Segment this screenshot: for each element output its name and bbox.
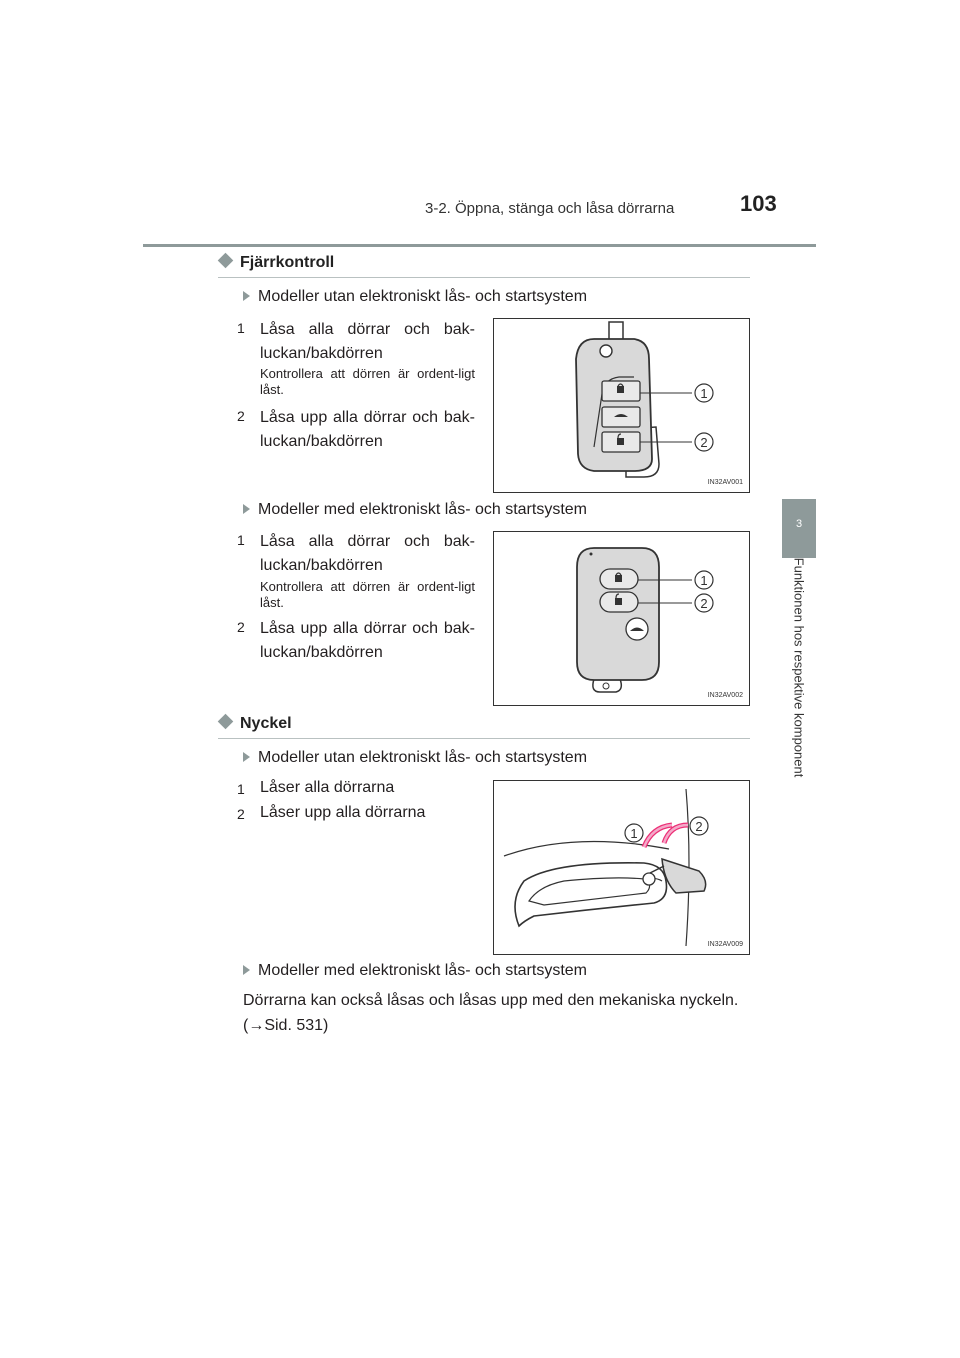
page-reference: (→Sid. 531) (243, 1017, 329, 1034)
item-text: Låsa alla dörrar och bak-luckan/bakdörren (260, 533, 475, 574)
callout-2: 2 (695, 819, 703, 834)
figure-remote-key-folding (493, 318, 750, 493)
header-rule (143, 244, 816, 247)
section-rule (218, 738, 750, 739)
section-title-key: Nyckel (220, 715, 292, 733)
page-number: 103 (740, 191, 777, 216)
subheading: Modeller utan elektroniskt lås- och startsystem (243, 288, 587, 306)
subheading: Modeller med elektroniskt lås- och startsystem (243, 962, 587, 980)
diamond-icon (218, 714, 234, 730)
item-number: 2 (237, 806, 245, 822)
callout-1: 1 (700, 386, 708, 401)
figure-code: IN32AV009 (707, 941, 743, 948)
remote-key-illustration (494, 319, 749, 492)
item-text: Låsa upp alla dörrar och bak-luckan/bakdörren (260, 409, 475, 450)
triangle-bullet-icon (243, 291, 250, 301)
item-note: Kontrollera att dörren är ordent-ligt låst. (260, 579, 475, 610)
callout-2: 2 (700, 596, 708, 611)
triangle-bullet-icon (243, 504, 250, 514)
item-note: Kontrollera att dörren är ordent-ligt låst. (260, 366, 475, 397)
callout-1: 1 (630, 826, 638, 841)
section-title-remote: Fjärrkontroll (220, 254, 334, 272)
door-key-illustration (494, 781, 749, 954)
item-text: Låsa alla dörrar och bak-luckan/bakdörren (260, 321, 475, 362)
triangle-bullet-icon (243, 965, 250, 975)
figure-code: IN32AV002 (707, 692, 743, 699)
callout-2: 2 (700, 435, 708, 450)
chapter-title: Funktionen hos respektive komponent (791, 557, 807, 778)
chapter-number: 3 (795, 518, 803, 530)
running-header: 3-2. Öppna, stänga och låsa dörrarna (425, 200, 675, 217)
subheading: Modeller utan elektroniskt lås- och startsystem (243, 749, 587, 767)
section-rule (218, 277, 750, 278)
subheading: Modeller med elektroniskt lås- och startsystem (243, 501, 587, 519)
body-text: Dörrarna kan också låsas och låsas upp med den mekaniska nyckeln. (243, 992, 739, 1009)
page-reference-link[interactable]: Sid. 531 (264, 1017, 324, 1034)
smart-key-illustration (494, 532, 749, 705)
item-text: Låser alla dörrarna (260, 779, 395, 796)
item-number: 2 (237, 619, 245, 635)
item-number: 1 (237, 781, 245, 797)
item-number: 1 (237, 320, 245, 336)
figure-smart-key (493, 531, 750, 706)
diamond-icon (218, 253, 234, 269)
figure-door-key (493, 780, 750, 955)
item-number: 2 (237, 408, 245, 424)
figure-code: IN32AV001 (707, 479, 743, 486)
item-text: Låser upp alla dörrarna (260, 804, 426, 821)
callout-1: 1 (700, 573, 708, 588)
item-text: Låsa upp alla dörrar och bak-luckan/bakdörren (260, 620, 475, 661)
triangle-bullet-icon (243, 752, 250, 762)
arrow-icon: → (248, 1017, 265, 1034)
item-number: 1 (237, 532, 245, 548)
